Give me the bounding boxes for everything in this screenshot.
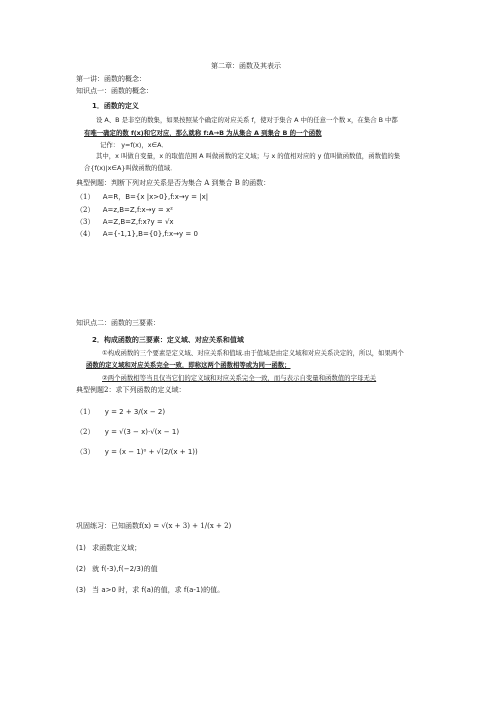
example-1-item-1 — [76, 193, 208, 202]
item-number: （2） — [76, 206, 95, 214]
item-text: 就 f(-3),f(−2/3)的值 — [92, 565, 158, 573]
item-formula: y = (x − 1)⁰ + √(2/(x + 1)) — [104, 448, 198, 456]
notation-line: 记作： y=f(x)，x∈A． — [100, 141, 168, 149]
three-elements-line-2-text: 函数的定义域和对应关系完全一致，即称这两个函数相等或为同一函数； — [86, 361, 291, 369]
knowledge-point-1-heading: 知识点一：函数的概念： — [76, 87, 153, 95]
three-elements-line-3 — [102, 374, 376, 383]
definition-line-1: 设 A、B 是非空的数集，如果按照某个确定的对应关系 f，使对于集合 A 中的任意一个数 x，在集合 B 中都 — [96, 116, 398, 124]
three-elements-line-3-text: ②两个函数相等当且仅当它们的定义域和对应关系完全一致，而与表示自变量和函数值的字母无关 — [102, 374, 377, 382]
example-2-item-1 — [76, 408, 165, 417]
item-number: （4） — [76, 230, 95, 238]
item-number: （1） — [76, 408, 95, 416]
item-number: (2) — [76, 565, 86, 573]
item-text: A={-1,1},B={0},f:x→y = 0 — [102, 230, 198, 238]
definition-line-2 — [84, 129, 322, 138]
item-text: 当 a>0 时，求 f(a)的值，求 f(a-1)的值。 — [92, 586, 225, 594]
knowledge-point-2-heading: 知识点二：函数的三要素： — [76, 319, 160, 327]
example-2-item-2 — [76, 428, 179, 437]
three-elements-line-2 — [86, 361, 291, 370]
lecture-heading: 第一讲：函数的概念： — [76, 75, 146, 83]
practice-item-2 — [76, 565, 158, 574]
definition-subheading: 1．函数的定义 — [92, 102, 139, 110]
practice-item-1 — [76, 544, 141, 553]
definition-line-4: 合{f(x)|x∈A}叫做函数的值域． — [84, 164, 177, 172]
example-1-heading: 典型例题：判断下列对应关系是否为集合 A 到集合 B 的函数： — [76, 179, 271, 187]
item-number: (1) — [76, 544, 86, 552]
three-elements-subheading: 2．构成函数的三要素：定义域、对应关系和值域 — [92, 336, 244, 344]
example-1-item-4 — [76, 230, 198, 239]
item-text: A=Z,B=Z,f:x?y = √x — [102, 218, 174, 226]
item-number: （3） — [76, 218, 95, 226]
item-number: （1） — [76, 193, 95, 201]
item-text: 求函数定义域； — [92, 544, 142, 552]
example-1-item-3 — [76, 218, 174, 227]
definition-line-3: 其中，x 叫做自变量，x 的取值范围 A 叫做函数的定义域；与 x 的值相对应的 y 值叫做函数值，函数值的集 — [96, 152, 401, 160]
chapter-title: 第二章：函数及其表示 — [211, 62, 281, 70]
item-number: （3） — [76, 448, 95, 456]
item-formula: y = 2 + 3/(x − 2) — [104, 408, 166, 416]
definition-line-2-text: 有唯一确定的数 f(x)和它对应，那么就称 f:A→B 为从集合 A 到集合 B 的一个函数 — [84, 129, 322, 137]
example-2-item-3 — [76, 448, 198, 457]
item-text: A=z,B=Z,f:x→y = x² — [102, 206, 173, 214]
item-text: A=R，B={x |x>0},f:x→y = |x| — [102, 193, 209, 201]
item-formula: y = √(3 − x)·√(x − 1) — [104, 428, 180, 436]
practice-item-3 — [76, 586, 224, 595]
item-number: (3) — [76, 586, 86, 594]
example-1-item-2 — [76, 206, 173, 215]
example-2-heading: 典型例题2：求下列函数的定义域： — [76, 386, 186, 394]
three-elements-line-1: ①构成函数的三个要素是定义域、对应关系和值域.由于值域是由定义域和对应关系决定的，所以，如果两个 — [102, 349, 404, 357]
practice-heading: 巩固练习：已知函数f(x) = √(x + 3) + 1/(x + 2) — [76, 522, 232, 530]
item-number: （2） — [76, 428, 95, 436]
